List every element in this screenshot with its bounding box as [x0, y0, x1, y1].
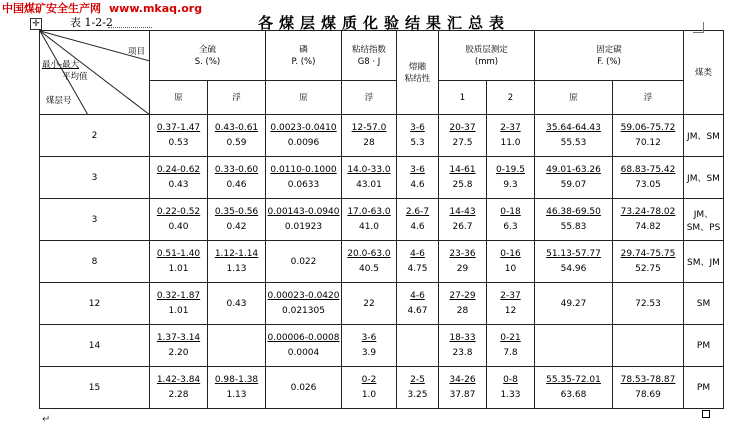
value-cell-fc-wash [613, 157, 684, 199]
value-cell-fusion [397, 283, 439, 325]
coal-type-cell: SM [684, 283, 724, 325]
value-cell-fc-raw [535, 157, 613, 199]
range-value: 0.24-0.62 [156, 165, 201, 175]
value-cell-pl2 [487, 241, 535, 283]
corner-item-label: 项目 [127, 47, 145, 57]
seam-cell: 3 [40, 199, 150, 241]
average-value: 0.42 [226, 222, 247, 232]
coal-type-cell: SM、JM [684, 241, 724, 283]
watermark-site: 中国煤矿安全生产网 [2, 2, 101, 15]
average-value: 59.07 [560, 180, 587, 190]
table-tag: 表 1-2-2 [70, 16, 113, 29]
subheader-caking-wash: 浮 [342, 81, 397, 115]
average-value: 55.83 [560, 222, 587, 232]
average-value: 55.53 [560, 138, 587, 148]
seam-cell: 15 [40, 367, 150, 409]
average-value: 54.96 [560, 264, 587, 274]
table-resize-handle[interactable] [702, 410, 710, 418]
average-value: 73.05 [635, 180, 661, 190]
seam-cell: 8 [40, 241, 150, 283]
value-cell-s-raw [150, 367, 208, 409]
range-value: 14-61 [449, 165, 476, 175]
value-cell-pl2 [487, 325, 535, 367]
watermark-url[interactable]: www.mkaq.org [109, 2, 203, 15]
average-value: 0.43 [168, 180, 189, 190]
subheader-sulfur-raw: 原 [150, 81, 208, 115]
paragraph-mark-icon: ↵ [42, 414, 51, 425]
range-value: 0.43-0.61 [214, 123, 259, 133]
value-cell-gr [342, 241, 397, 283]
results-table [39, 30, 724, 409]
range-value: 55.35-72.01 [546, 375, 601, 385]
value-cell-pl1 [439, 283, 487, 325]
range-value: 0.0110-0.1000 [270, 165, 337, 175]
value-cell-pl2 [487, 157, 535, 199]
value-cell-pl2 [487, 199, 535, 241]
average-value: 7.8 [503, 348, 518, 358]
average-value: 3.25 [407, 390, 428, 400]
average-value: 10 [504, 264, 517, 274]
corner-range-label: 最小-最大 [42, 60, 80, 70]
average-value: 63.68 [560, 390, 587, 400]
range-value: 20-37 [449, 123, 476, 133]
table-row [40, 157, 724, 199]
range-value: 1.12-1.14 [214, 249, 259, 259]
average-value: 40.5 [358, 264, 380, 274]
value-cell-p-raw [266, 115, 342, 157]
value-cell-fusion [397, 199, 439, 241]
subheader-fixed-carbon-raw: 原 [535, 81, 613, 115]
range-value: 17.0-63.0 [347, 207, 391, 217]
average-value: 29 [456, 264, 469, 274]
range-value: 0.33-0.60 [214, 165, 259, 175]
page-corner-mark [693, 22, 704, 33]
single-value: 49.27 [560, 298, 587, 309]
average-value: 4.67 [407, 306, 428, 316]
range-value: 20.0-63.0 [347, 249, 391, 259]
header-phosphorus: 磷 P. (%) [266, 31, 342, 81]
average-value: 0.0096 [287, 138, 320, 148]
range-value: 0.00023-0.0420 [267, 291, 340, 301]
range-value: 23-36 [449, 249, 476, 259]
average-value: 1.01 [168, 306, 189, 316]
subheader-sulfur-wash: 浮 [208, 81, 266, 115]
average-value: 0.021305 [282, 306, 325, 316]
value-cell-pl1 [439, 325, 487, 367]
average-value: 6.3 [503, 222, 518, 232]
average-value: 0.53 [168, 138, 189, 148]
range-value: 18-33 [449, 333, 476, 343]
range-value: 0-8 [503, 375, 518, 385]
single-value: 22 [363, 298, 375, 309]
average-value: 37.87 [449, 390, 476, 400]
table-row [40, 283, 724, 325]
range-value: 14-43 [449, 207, 476, 217]
seam-cell: 2 [40, 115, 150, 157]
single-value: 0.026 [290, 382, 317, 393]
value-cell-pl2 [487, 367, 535, 409]
range-value: 1.37-3.14 [156, 333, 201, 343]
average-value: 12 [504, 306, 517, 316]
range-value: 0.32-1.87 [156, 291, 201, 301]
value-cell-s-wash [208, 157, 266, 199]
value-cell-fc-raw [535, 199, 613, 241]
corner-header-cell [40, 31, 150, 115]
single-value: 72.53 [635, 298, 661, 309]
corner-avg-label: 平均值 [62, 72, 88, 82]
table-row [40, 115, 724, 157]
value-cell-gr [342, 199, 397, 241]
range-value: 73.24-78.02 [620, 207, 676, 217]
coal-type-cell: PM [684, 367, 724, 409]
range-value: 0.37-1.47 [156, 123, 201, 133]
range-value: 0-21 [500, 333, 521, 343]
average-value: 4.6 [410, 180, 425, 190]
range-value: 2-5 [410, 375, 425, 385]
average-value: 1.0 [361, 390, 377, 400]
value-cell-fc-raw [535, 325, 613, 367]
average-value: 2.28 [168, 390, 189, 400]
value-cell-gr [342, 115, 397, 157]
average-value: 11.0 [500, 138, 521, 148]
average-value: 27.5 [452, 138, 473, 148]
average-value: 78.69 [635, 390, 661, 400]
coal-type-cell: JM、SM [684, 157, 724, 199]
value-cell-pl1 [439, 199, 487, 241]
average-value: 2.20 [168, 348, 189, 358]
single-value: 0.022 [290, 256, 317, 267]
value-cell-fc-wash [613, 241, 684, 283]
table-row [40, 241, 724, 283]
average-value: 1.33 [500, 390, 521, 400]
header-coal-type: 煤类 [684, 31, 724, 115]
range-value: 4-6 [410, 291, 425, 301]
average-value: 52.75 [635, 264, 661, 274]
average-value: 0.01923 [284, 222, 323, 232]
value-cell-fusion [397, 115, 439, 157]
value-cell-fc-wash [613, 199, 684, 241]
value-cell-p-raw [266, 283, 342, 325]
seam-cell: 12 [40, 283, 150, 325]
value-cell-fc-wash [613, 115, 684, 157]
average-value: 1.01 [168, 264, 189, 274]
range-value: 14.0-33.0 [347, 165, 391, 175]
table-row [40, 367, 724, 409]
average-value: 1.13 [226, 264, 247, 274]
value-cell-s-raw [150, 157, 208, 199]
value-cell-pl1 [439, 241, 487, 283]
average-value: 0.46 [226, 180, 247, 190]
range-value: 2.6-7 [405, 207, 430, 217]
value-cell-s-raw [150, 241, 208, 283]
range-value: 0-2 [361, 375, 377, 385]
seam-cell: 14 [40, 325, 150, 367]
range-value: 0.00006-0.0008 [267, 333, 340, 343]
average-value: 3.9 [361, 348, 377, 358]
corner-seam-label: 煤层号 [46, 96, 72, 106]
value-cell-p-raw [266, 199, 342, 241]
range-value: 0.35-0.56 [214, 207, 259, 217]
range-value: 0-18 [500, 207, 521, 217]
seam-cell: 3 [40, 157, 150, 199]
value-cell-fc-wash [613, 367, 684, 409]
subheader-phosphorus-raw: 原 [266, 81, 342, 115]
header-plastic-layer: 胶质层测定 (mm) [439, 31, 535, 81]
value-cell-fusion [397, 325, 439, 367]
value-cell-fc-wash [613, 283, 684, 325]
value-cell-pl1 [439, 157, 487, 199]
range-value: 0.51-1.40 [156, 249, 201, 259]
average-value: 9.3 [503, 180, 518, 190]
value-cell-s-wash [208, 283, 266, 325]
range-value: 49.01-63.26 [546, 165, 601, 175]
average-value: 4.6 [410, 222, 425, 232]
value-cell-s-raw [150, 283, 208, 325]
range-value: 27-29 [449, 291, 476, 301]
subheader-plastic-1: 1 [439, 81, 487, 115]
range-value: 0-16 [500, 249, 521, 259]
value-cell-fc-raw [535, 283, 613, 325]
header-fusion: 熔融 粘结性 [397, 31, 439, 115]
value-cell-gr [342, 325, 397, 367]
value-cell-s-wash [208, 241, 266, 283]
coal-type-cell: PM [684, 325, 724, 367]
value-cell-fc-raw [535, 115, 613, 157]
value-cell-fusion [397, 367, 439, 409]
value-cell-fusion [397, 241, 439, 283]
average-value: 23.8 [452, 348, 473, 358]
value-cell-fc-wash [613, 325, 684, 367]
value-cell-pl2 [487, 115, 535, 157]
average-value: 5.3 [410, 138, 425, 148]
range-value: 0.98-1.38 [214, 375, 259, 385]
value-cell-gr [342, 283, 397, 325]
range-value: 4-6 [410, 249, 425, 259]
value-cell-pl2 [487, 283, 535, 325]
coal-type-cell: JM、SM [684, 115, 724, 157]
value-cell-p-raw [266, 367, 342, 409]
range-value: 35.64-64.43 [546, 123, 601, 133]
header-fixed-carbon: 固定碳 F. (%) [535, 31, 684, 81]
subheader-plastic-2: 2 [487, 81, 535, 115]
average-value: 1.13 [226, 390, 247, 400]
value-cell-s-wash [208, 115, 266, 157]
value-cell-p-raw [266, 157, 342, 199]
value-cell-s-raw [150, 325, 208, 367]
value-cell-pl1 [439, 367, 487, 409]
value-cell-p-raw [266, 241, 342, 283]
page-title: 各煤层煤质化验结果汇总表 [258, 14, 511, 32]
value-cell-s-wash [208, 199, 266, 241]
range-value: 29.74-75.75 [620, 249, 676, 259]
average-value: 74.82 [635, 222, 661, 232]
range-value: 78.53-78.87 [620, 375, 676, 385]
average-value: 26.7 [452, 222, 473, 232]
range-value: 51.13-57.77 [546, 249, 601, 259]
subheader-fixed-carbon-wash: 浮 [613, 81, 684, 115]
range-value: 0.0023-0.0410 [270, 123, 337, 133]
coal-type-cell: JM、SM、PS [684, 199, 724, 241]
value-cell-fc-raw [535, 241, 613, 283]
value-cell-pl1 [439, 115, 487, 157]
results-table-wrapper [39, 30, 724, 409]
average-value: 28 [456, 306, 469, 316]
dotted-divider [108, 27, 152, 28]
value-cell-gr [342, 157, 397, 199]
table-row [40, 325, 724, 367]
average-value: 25.8 [452, 180, 473, 190]
average-value: 41.0 [358, 222, 380, 232]
range-value: 3-6 [410, 123, 425, 133]
range-value: 3-6 [361, 333, 377, 343]
range-value: 0-19.5 [495, 165, 525, 175]
average-value: 28 [363, 138, 375, 148]
header-caking-index: 粘结指数 G8 · J [342, 31, 397, 81]
average-value: 4.75 [407, 264, 428, 274]
range-value: 46.38-69.50 [546, 207, 601, 217]
value-cell-p-raw [266, 325, 342, 367]
value-cell-fc-raw [535, 367, 613, 409]
average-value: 43.01 [356, 180, 382, 190]
range-value: 34-26 [449, 375, 476, 385]
value-cell-s-raw [150, 199, 208, 241]
range-value: 0.00143-0.0940 [267, 207, 340, 217]
average-value: 0.40 [168, 222, 189, 232]
value-cell-s-wash [208, 325, 266, 367]
value-cell-s-wash [208, 367, 266, 409]
single-value: 0.43 [226, 298, 247, 309]
range-value: 3-6 [410, 165, 425, 175]
table-move-handle-icon[interactable]: ✛ [30, 18, 42, 30]
range-value: 0.22-0.52 [156, 207, 201, 217]
value-cell-fusion [397, 157, 439, 199]
average-value: 0.59 [226, 138, 247, 148]
range-value: 1.42-3.84 [156, 375, 201, 385]
range-value: 59.06-75.72 [620, 123, 676, 133]
header-sulfur: 全硫 S. (%) [150, 31, 266, 81]
value-cell-gr [342, 367, 397, 409]
range-value: 2-37 [500, 291, 521, 301]
average-value: 0.0004 [287, 348, 320, 358]
average-value: 70.12 [635, 138, 661, 148]
average-value: 0.0633 [287, 180, 320, 190]
table-body [40, 115, 724, 409]
value-cell-s-raw [150, 115, 208, 157]
table-row [40, 199, 724, 241]
range-value: 2-37 [500, 123, 521, 133]
range-value: 68.83-75.42 [620, 165, 676, 175]
range-value: 12-57.0 [351, 123, 387, 133]
